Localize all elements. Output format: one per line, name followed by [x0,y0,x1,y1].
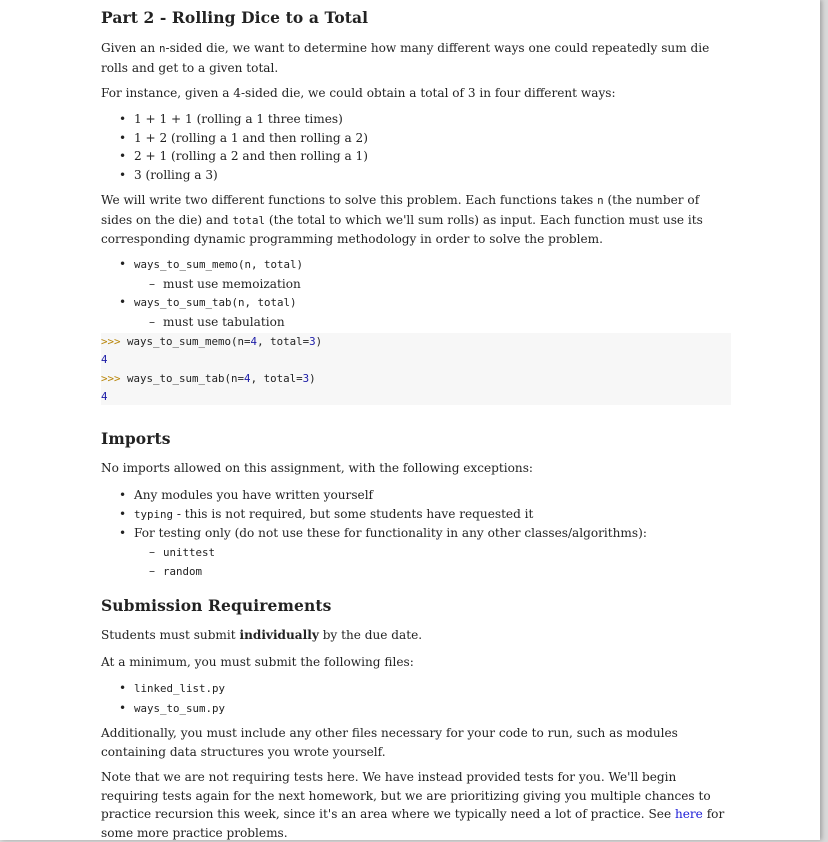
imports-intro: No imports allowed on this assignment, with the following exceptions: [101,461,534,475]
code-line: >>> ways_to_sum_memo(n=4, total=3) [101,335,323,348]
functions-list [101,255,731,331]
list-item: • 2 + 1 (rolling a 2 and then rolling a 1) [101,147,731,166]
part2-intro: Given an n-sided die, we want to determine how many different ways one could repeatedly sum die rolls and get to a given total. [101,41,710,75]
code-block [101,333,731,405]
submission-p3: Additionally, you must include any other files necessary for your code to run, such as modules containing data structures you wrote yourself. [101,726,678,759]
list-item: • ways_to_sum.py [101,699,731,719]
list-item: • ways_to_sum_tab(n, total) [101,293,731,313]
submission-title: Submission Requirements [101,596,332,615]
list-item: • Any modules you have written yourself [101,486,731,505]
code-output: 4 [101,389,108,403]
list-item: • 1 + 1 + 1 (rolling a 1 three times) [101,110,731,129]
code-output: 4 [101,353,108,367]
code-line: >>> ways_to_sum_tab(n=4, total=3) [101,371,316,385]
submission-p4: Note that we are not requiring tests here. We have instead provided tests for you. We'll begin requiring tests again for the next homework, but we are prioritizing giving you multiple chances to practice recursion this week, since it's an area where we typically need a lot of practice. See here for some more practice problems. [101,770,725,840]
list-subitem: – random [101,562,731,582]
list-item: • typing - this is not required, but some students have requested it [101,505,731,525]
list-item: • 3 (rolling a 3) [101,166,731,185]
list-item: • 1 + 2 (rolling a 1 and then rolling a 2) [101,129,731,148]
list-item: • linked_list.py [101,679,731,699]
list-subitem: – unittest [101,543,731,563]
files-list [101,679,731,718]
list-subitem: – must use tabulation [101,313,731,332]
practice-link[interactable]: here [674,807,703,821]
list-item: • ways_to_sum_memo(n, total) [101,255,731,275]
submission-p2: At a minimum, you must submit the following files: [101,655,414,669]
part2-title: Part 2 - Rolling Dice to a Total [101,8,369,27]
submission-p1: Students must submit individually by the due date. [101,628,423,642]
imports-list [101,486,731,582]
list-subitem: – must use memoization [101,275,731,294]
list-item: • For testing only (do not use these for functionality in any other classes/algorithms): [101,524,731,543]
ways-list [101,110,731,184]
imports-title: Imports [101,429,171,448]
part2-instance: For instance, given a 4-sided die, we could obtain a total of 3 in four different ways: [101,86,616,100]
functions-paragraph: We will write two different functions to solve this problem. Each functions takes n (the number of sides on the die) and total (the total to which we'll sum rolls) as input. Each function must use its corresponding dynamic programming methodology in order to solve the problem. [101,193,703,246]
